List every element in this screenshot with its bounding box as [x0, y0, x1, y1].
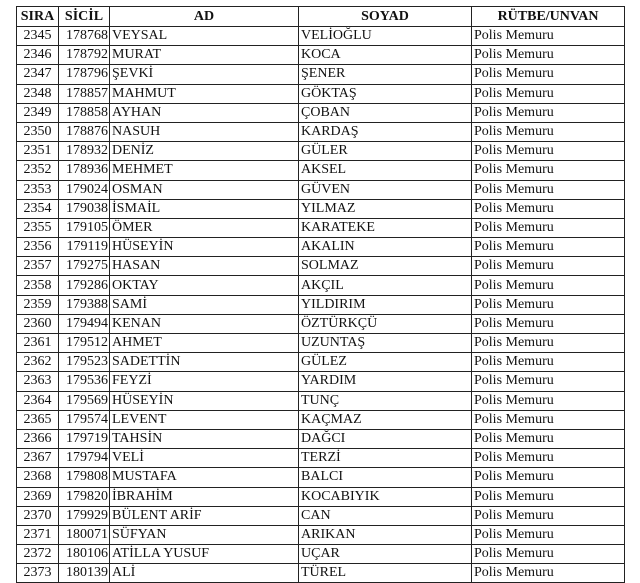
cell-sicil: 178876 [59, 122, 110, 141]
cell-ad: AHMET [110, 334, 299, 353]
cell-sira: 2348 [17, 84, 59, 103]
cell-sicil: 179929 [59, 506, 110, 525]
cell-sira: 2352 [17, 161, 59, 180]
cell-soyad: UZUNTAŞ [299, 334, 472, 353]
table-row [17, 65, 625, 84]
cell-soyad: AKÇIL [299, 276, 472, 295]
cell-ad: ÖMER [110, 218, 299, 237]
cell-sira: 2360 [17, 314, 59, 333]
cell-sira: 2363 [17, 372, 59, 391]
cell-sicil: 179574 [59, 410, 110, 429]
cell-soyad: ÖZTÜRKÇÜ [299, 314, 472, 333]
header-sira: SIRA [17, 7, 59, 27]
cell-ad: ALİ [110, 564, 299, 583]
cell-sicil: 178768 [59, 27, 110, 46]
table-row [17, 276, 625, 295]
cell-ad: HÜSEYİN [110, 391, 299, 410]
cell-sicil: 179105 [59, 218, 110, 237]
table-row [17, 257, 625, 276]
cell-soyad: ARIKAN [299, 525, 472, 544]
cell-sira: 2362 [17, 353, 59, 372]
cell-rutbe: Polis Memuru [472, 506, 625, 525]
header-sicil: SİCİL [59, 7, 110, 27]
cell-rutbe: Polis Memuru [472, 334, 625, 353]
cell-sira: 2366 [17, 429, 59, 448]
cell-sira: 2365 [17, 410, 59, 429]
cell-rutbe: Polis Memuru [472, 449, 625, 468]
table-row [17, 122, 625, 141]
cell-sicil: 178932 [59, 142, 110, 161]
cell-soyad: GÖKTAŞ [299, 84, 472, 103]
cell-ad: ŞEVKİ [110, 65, 299, 84]
cell-soyad: TÜREL [299, 564, 472, 583]
personnel-table [16, 6, 625, 583]
header-soyad: SOYAD [299, 7, 472, 27]
cell-rutbe: Polis Memuru [472, 564, 625, 583]
cell-ad: MURAT [110, 46, 299, 65]
cell-sira: 2371 [17, 525, 59, 544]
cell-sicil: 179038 [59, 199, 110, 218]
cell-ad: DENİZ [110, 142, 299, 161]
table-row [17, 238, 625, 257]
cell-ad: TAHSİN [110, 429, 299, 448]
cell-rutbe: Polis Memuru [472, 525, 625, 544]
cell-rutbe: Polis Memuru [472, 410, 625, 429]
cell-sira: 2353 [17, 180, 59, 199]
cell-rutbe: Polis Memuru [472, 372, 625, 391]
cell-rutbe: Polis Memuru [472, 391, 625, 410]
cell-sira: 2354 [17, 199, 59, 218]
header-row [17, 7, 625, 27]
header-ad: AD [110, 7, 299, 27]
cell-sicil: 179523 [59, 353, 110, 372]
cell-sicil: 179024 [59, 180, 110, 199]
table-row [17, 525, 625, 544]
cell-soyad: AKALIN [299, 238, 472, 257]
cell-sira: 2364 [17, 391, 59, 410]
cell-sira: 2349 [17, 103, 59, 122]
table-row [17, 142, 625, 161]
cell-sicil: 180071 [59, 525, 110, 544]
cell-sira: 2361 [17, 334, 59, 353]
cell-ad: SADETTİN [110, 353, 299, 372]
cell-sicil: 178936 [59, 161, 110, 180]
cell-ad: ATİLLA YUSUF [110, 545, 299, 564]
cell-sira: 2358 [17, 276, 59, 295]
table-row [17, 295, 625, 314]
cell-ad: NASUH [110, 122, 299, 141]
cell-sira: 2373 [17, 564, 59, 583]
cell-sicil: 179388 [59, 295, 110, 314]
cell-sicil: 179286 [59, 276, 110, 295]
cell-sira: 2356 [17, 238, 59, 257]
cell-ad: MEHMET [110, 161, 299, 180]
cell-soyad: GÜVEN [299, 180, 472, 199]
cell-sicil: 179820 [59, 487, 110, 506]
cell-soyad: KARATEKE [299, 218, 472, 237]
header-rutbe: RÜTBE/UNVAN [472, 7, 625, 27]
table-row [17, 46, 625, 65]
table-row [17, 161, 625, 180]
table-row [17, 468, 625, 487]
cell-rutbe: Polis Memuru [472, 353, 625, 372]
cell-soyad: GÜLEZ [299, 353, 472, 372]
cell-soyad: VELİOĞLU [299, 27, 472, 46]
cell-soyad: DAĞCI [299, 429, 472, 448]
cell-rutbe: Polis Memuru [472, 142, 625, 161]
cell-soyad: AKSEL [299, 161, 472, 180]
cell-sicil: 178858 [59, 103, 110, 122]
cell-ad: İSMAİL [110, 199, 299, 218]
table-row [17, 564, 625, 583]
cell-soyad: KAÇMAZ [299, 410, 472, 429]
cell-rutbe: Polis Memuru [472, 257, 625, 276]
table-row [17, 314, 625, 333]
cell-sicil: 180139 [59, 564, 110, 583]
cell-sicil: 179569 [59, 391, 110, 410]
cell-ad: AYHAN [110, 103, 299, 122]
cell-sicil: 179719 [59, 429, 110, 448]
table-row [17, 429, 625, 448]
cell-soyad: SOLMAZ [299, 257, 472, 276]
cell-sira: 2355 [17, 218, 59, 237]
cell-ad: VELİ [110, 449, 299, 468]
table-row [17, 103, 625, 122]
cell-ad: SAMİ [110, 295, 299, 314]
table-row [17, 545, 625, 564]
cell-rutbe: Polis Memuru [472, 180, 625, 199]
cell-sira: 2367 [17, 449, 59, 468]
cell-rutbe: Polis Memuru [472, 84, 625, 103]
cell-soyad: KARDAŞ [299, 122, 472, 141]
cell-soyad: ÇOBAN [299, 103, 472, 122]
cell-ad: LEVENT [110, 410, 299, 429]
cell-sicil: 180106 [59, 545, 110, 564]
table-row [17, 372, 625, 391]
cell-rutbe: Polis Memuru [472, 468, 625, 487]
cell-sicil: 179536 [59, 372, 110, 391]
cell-rutbe: Polis Memuru [472, 218, 625, 237]
cell-rutbe: Polis Memuru [472, 276, 625, 295]
cell-ad: BÜLENT ARİF [110, 506, 299, 525]
cell-sira: 2357 [17, 257, 59, 276]
cell-rutbe: Polis Memuru [472, 487, 625, 506]
cell-ad: OKTAY [110, 276, 299, 295]
cell-rutbe: Polis Memuru [472, 122, 625, 141]
cell-sira: 2346 [17, 46, 59, 65]
cell-ad: KENAN [110, 314, 299, 333]
cell-sira: 2368 [17, 468, 59, 487]
table-row [17, 199, 625, 218]
cell-rutbe: Polis Memuru [472, 161, 625, 180]
cell-soyad: GÜLER [299, 142, 472, 161]
cell-rutbe: Polis Memuru [472, 103, 625, 122]
cell-sicil: 179494 [59, 314, 110, 333]
table-row [17, 506, 625, 525]
table-row [17, 218, 625, 237]
table-row [17, 353, 625, 372]
cell-sicil: 178857 [59, 84, 110, 103]
table-row [17, 487, 625, 506]
cell-sira: 2372 [17, 545, 59, 564]
cell-sicil: 179512 [59, 334, 110, 353]
cell-rutbe: Polis Memuru [472, 46, 625, 65]
cell-ad: HASAN [110, 257, 299, 276]
table-row [17, 84, 625, 103]
cell-ad: MAHMUT [110, 84, 299, 103]
cell-ad: SÜFYAN [110, 525, 299, 544]
cell-ad: MUSTAFA [110, 468, 299, 487]
cell-soyad: YARDIM [299, 372, 472, 391]
cell-sicil: 179794 [59, 449, 110, 468]
cell-rutbe: Polis Memuru [472, 295, 625, 314]
cell-sicil: 178796 [59, 65, 110, 84]
cell-sira: 2370 [17, 506, 59, 525]
cell-soyad: YILDIRIM [299, 295, 472, 314]
cell-ad: VEYSAL [110, 27, 299, 46]
cell-sicil: 179119 [59, 238, 110, 257]
cell-soyad: CAN [299, 506, 472, 525]
cell-ad: FEYZİ [110, 372, 299, 391]
cell-rutbe: Polis Memuru [472, 27, 625, 46]
cell-soyad: TUNÇ [299, 391, 472, 410]
cell-rutbe: Polis Memuru [472, 199, 625, 218]
cell-rutbe: Polis Memuru [472, 65, 625, 84]
cell-sira: 2345 [17, 27, 59, 46]
cell-soyad: KOCABIYIK [299, 487, 472, 506]
table-row [17, 180, 625, 199]
cell-rutbe: Polis Memuru [472, 314, 625, 333]
cell-ad: OSMAN [110, 180, 299, 199]
table-row [17, 449, 625, 468]
table-row [17, 391, 625, 410]
table-row [17, 334, 625, 353]
cell-rutbe: Polis Memuru [472, 238, 625, 257]
cell-sicil: 179808 [59, 468, 110, 487]
cell-soyad: YILMAZ [299, 199, 472, 218]
cell-soyad: KOCA [299, 46, 472, 65]
cell-sira: 2369 [17, 487, 59, 506]
cell-ad: HÜSEYİN [110, 238, 299, 257]
cell-sira: 2347 [17, 65, 59, 84]
cell-soyad: TERZİ [299, 449, 472, 468]
cell-rutbe: Polis Memuru [472, 429, 625, 448]
cell-sicil: 179275 [59, 257, 110, 276]
cell-sicil: 178792 [59, 46, 110, 65]
cell-rutbe: Polis Memuru [472, 545, 625, 564]
cell-soyad: BALCI [299, 468, 472, 487]
cell-sira: 2351 [17, 142, 59, 161]
cell-ad: İBRAHİM [110, 487, 299, 506]
table-row [17, 27, 625, 46]
cell-sira: 2359 [17, 295, 59, 314]
cell-sira: 2350 [17, 122, 59, 141]
cell-soyad: ŞENER [299, 65, 472, 84]
cell-soyad: UÇAR [299, 545, 472, 564]
table-row [17, 410, 625, 429]
